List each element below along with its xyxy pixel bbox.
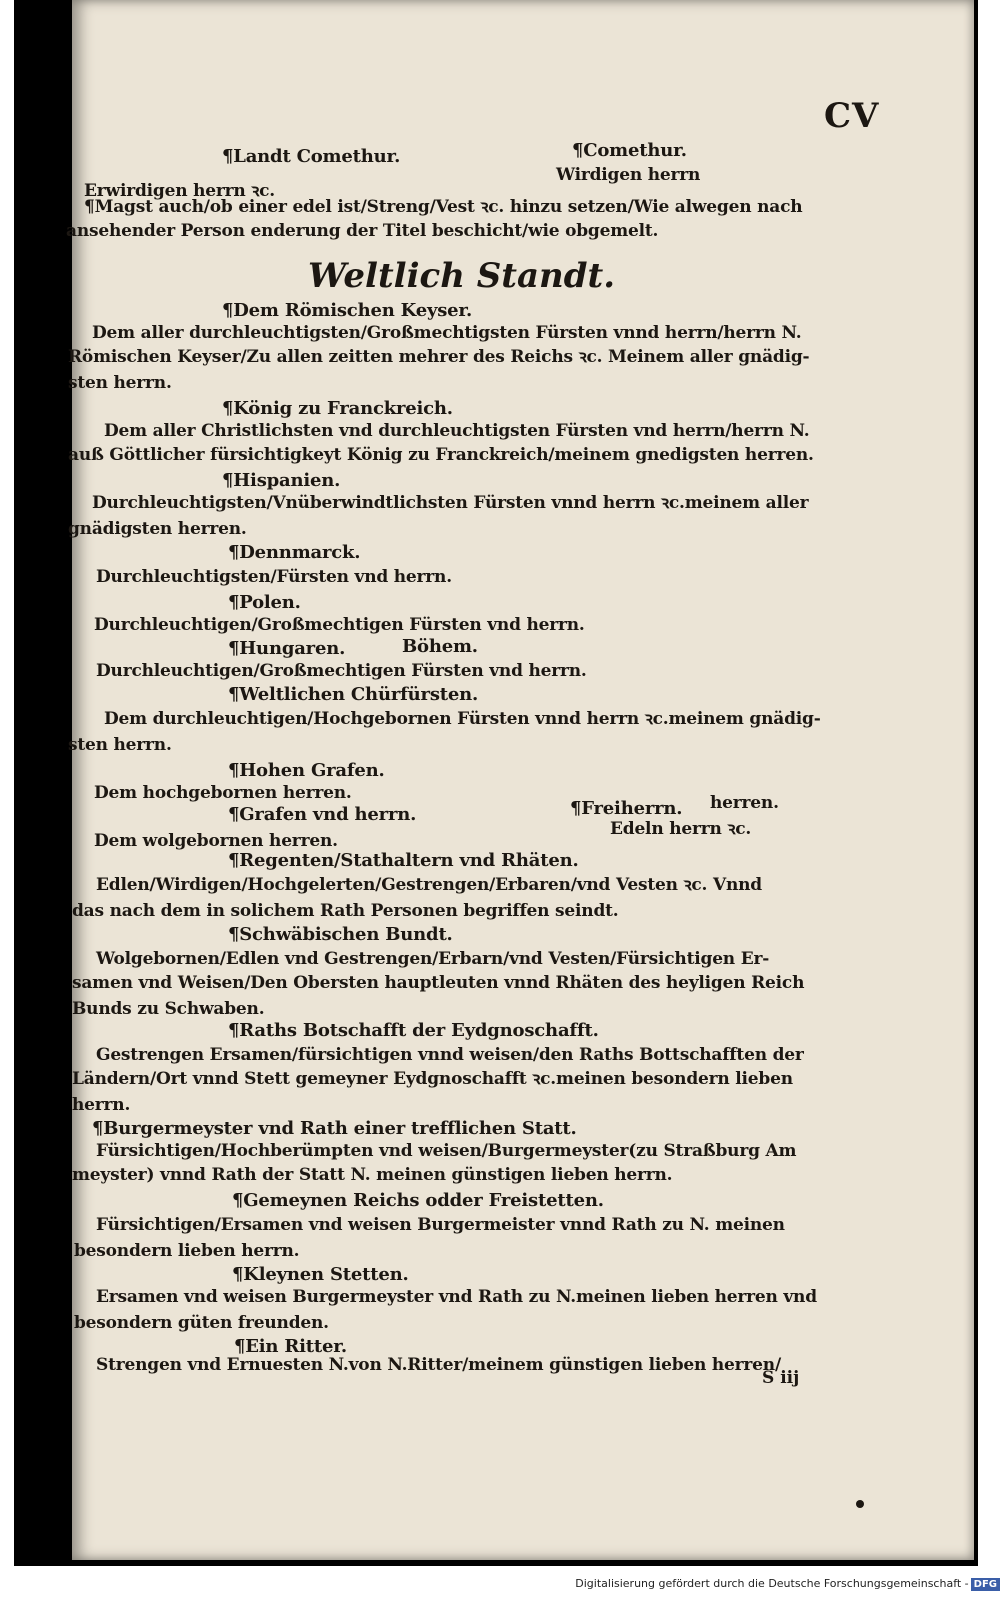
heading: ¶Ein Ritter. [234, 1336, 347, 1357]
heading: ¶Hohen Grafen. [228, 760, 385, 781]
heading-comethur: ¶Comethur. [572, 140, 687, 161]
text-line: Durchleuchtigsten/Vnüberwindtlichsten Fürsten vnnd herrn ꝛc.meinem aller [92, 493, 809, 513]
text-line: gnädigsten herren. [68, 519, 247, 539]
text-line: Fürsichtigen/Ersamen vnd weisen Burgermeister vnnd Rath zu N. meinen [96, 1215, 785, 1235]
text-line: Römischen Keyser/Zu allen zeitten mehrer des Reichs ꝛc. Meinem aller gnädig- [68, 347, 810, 367]
heading: ¶Dennmarck. [228, 542, 361, 563]
text-line: Edeln herrn ꝛc. [610, 819, 752, 839]
text-line: Fürsichtigen/Hochberümpten vnd weisen/Burgermeyster(zu Straßburg Am [96, 1141, 797, 1161]
text-line: ansehender Person enderung der Titel beschicht/wie obgemelt. [66, 221, 659, 241]
heading: ¶König zu Franckreich. [222, 398, 453, 419]
text-line: ¶Magst auch/ob einer edel ist/Streng/Vest ꝛc. hinzu setzen/Wie alwegen nach [84, 197, 803, 217]
dfg-logo: DFG [971, 1578, 1000, 1591]
heading: ¶Raths Botschafft der Eydgnoschafft. [228, 1020, 599, 1041]
text-line: besondern güten freunden. [74, 1313, 329, 1333]
heading: ¶Dem Römischen Keyser. [222, 300, 473, 321]
text-line: auß Göttlicher fürsichtigkeyt König zu Franckreich/meinem gnedigsten herren. [68, 445, 814, 465]
text-line: Dem durchleuchtigen/Hochgebornen Fürsten vnnd herrn ꝛc.meinem gnädig- [104, 709, 821, 729]
text-line: Wolgebornen/Edlen vnd Gestrengen/Erbarn/vnd Vesten/Fürsichtigen Er- [96, 949, 770, 969]
ink-dot [856, 1500, 864, 1508]
text-line: Durchleuchtigsten/Fürsten vnd herrn. [96, 567, 452, 587]
text-line: Durchleuchtigen/Großmechtigen Fürsten vnd herrn. [94, 615, 585, 635]
text-line: das nach dem in solichem Rath Personen begriffen seindt. [72, 901, 619, 921]
text-line: Erwirdigen herrn ꝛc. [84, 181, 275, 201]
text-line: Wirdigen herrn [556, 165, 701, 185]
page-text [66, 0, 974, 1560]
text-line: Dem wolgebornen herren. [94, 831, 338, 851]
heading: ¶Regenten/Stathaltern vnd Rhäten. [228, 850, 579, 871]
heading: ¶Gemeynen Reichs odder Freistetten. [232, 1190, 604, 1211]
text-line: Ländern/Ort vnnd Stett gemeyner Eydgnoschafft ꝛc.meinen besondern lieben [72, 1069, 793, 1089]
digitization-credit [575, 1577, 1000, 1591]
text-line: Gestrengen Ersamen/fürsichtigen vnnd weisen/den Raths Bottschafften der [96, 1045, 804, 1065]
signature-mark: S iij [762, 1368, 800, 1388]
book-page [66, 0, 974, 1560]
credit-text: Digitalisierung gefördert durch die Deutsche Forschungsgemeinschaft - [575, 1577, 969, 1590]
text-line: sten herrn. [68, 735, 172, 755]
text-line: Edlen/Wirdigen/Hochgelerten/Gestrengen/Erbaren/vnd Vesten ꝛc. Vnnd [96, 875, 762, 895]
text-line: Dem hochgebornen herren. [94, 783, 352, 803]
folio-number: CV [824, 96, 880, 136]
heading: ¶Schwäbischen Bundt. [228, 924, 453, 945]
text-line: herrn. [72, 1095, 131, 1115]
heading: Böhem. [402, 636, 478, 657]
heading-landt-comethur: ¶Landt Comethur. [222, 146, 401, 167]
section-title: Weltlich Standt. [308, 256, 616, 296]
text-line: Dem aller Christlichsten vnd durchleuchtigsten Fürsten vnd herrn/herrn N. [104, 421, 810, 441]
heading: ¶Burgermeyster vnd Rath einer trefflichen Statt. [92, 1118, 577, 1139]
heading: ¶Kleynen Stetten. [232, 1264, 409, 1285]
heading: ¶Polen. [228, 592, 301, 613]
heading: ¶Freiherrn. [570, 798, 683, 819]
heading: ¶Grafen vnd herrn. [228, 804, 417, 825]
text-line: Dem aller durchleuchtigsten/Großmechtigsten Fürsten vnnd herrn/herrn N. [92, 323, 802, 343]
heading: ¶Hispanien. [222, 470, 341, 491]
text-line: sten herrn. [68, 373, 172, 393]
text-line: meyster) vnnd Rath der Statt N. meinen günstigen lieben herrn. [72, 1165, 673, 1185]
text-line: herren. [710, 793, 779, 813]
text-line: samen vnd Weisen/Den Obersten hauptleuten vnnd Rhäten des heyligen Reich [72, 973, 805, 993]
text-line: Bunds zu Schwaben. [72, 999, 265, 1019]
text-line: Ersamen vnd weisen Burgermeyster vnd Rath zu N.meinen lieben herren vnd [96, 1287, 817, 1307]
heading: ¶Weltlichen Chürfürsten. [228, 684, 479, 705]
text-line: Strengen vnd Ernuesten N.von N.Ritter/meinem günstigen lieben herren/ [96, 1355, 781, 1375]
heading: ¶Hungaren. [228, 638, 346, 659]
text-line: Durchleuchtigen/Großmechtigen Fürsten vnd herrn. [96, 661, 587, 681]
text-line: besondern lieben herrn. [74, 1241, 300, 1261]
